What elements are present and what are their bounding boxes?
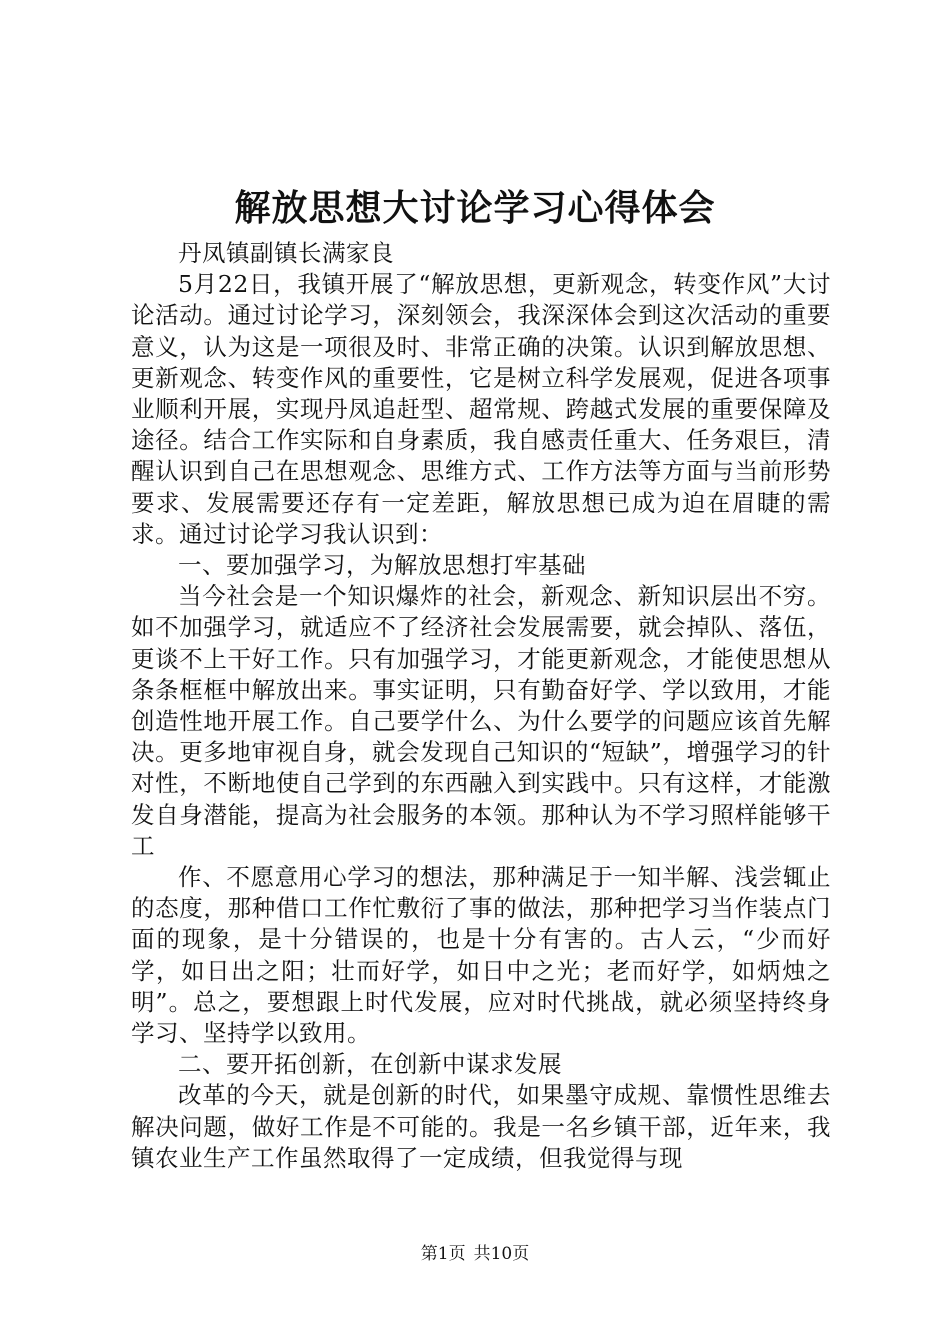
- page-footer: [0, 1243, 950, 1265]
- page-number: 第1页: [420, 1244, 466, 1264]
- section-heading: 二、要开拓创新，在创新中谋求发展: [178, 1050, 562, 1079]
- body-paragraph: 改革的今天，就是创新的时代，如果墨守成规、靠惯性思维去解决问题，做好工作是不可能的。我是一名乡镇干部，近年来，我镇农业生产工作虽然取得了一定成绩，但我觉得与现: [131, 1081, 831, 1172]
- page-total: 共10页: [473, 1244, 530, 1264]
- section-heading: 一、要加强学习，为解放思想打牢基础: [178, 551, 586, 580]
- body-paragraph: 作、不愿意用心学习的想法，那种满足于一知半解、浅尝辄止的态度，那种借口工作忙敷衍了事的做法，那种把学习当作装点门面的现象，是十分错误的，也是十分有害的。古人云，“少而好学，如日出之阳；壮而好学，如日中之光；老而好学，如炳烛之明”。总之，要想跟上时代发展，应对时代挑战，就必须坚持终身学习、坚持学以致用。: [131, 863, 831, 1048]
- document-title: 解放思想大讨论学习心得体会: [234, 187, 716, 229]
- body-paragraph: 5月22日，我镇开展了“解放思想，更新观念，转变作风”大讨论活动。通过讨论学习，深刻领会，我深深体会到这次活动的重要意义，认为这是一项很及时、非常正确的决策。认识到解放思想、更新观念、转变作风的重要性，它是树立科学发展观，促进各项事业顺利开展，实现丹凤追赶型、超常规、跨越式发展的重要保障及途径。结合工作实际和自身素质，我自感责任重大、任务艰巨，清醒认识到自己在思想观念、思维方式、工作方法等方面与当前形势要求、发展需要还存有一定差距，解放思想已成为迫在眉睫的需求。通过讨论学习我认识到：: [131, 270, 831, 548]
- document-body: [131, 238, 831, 1174]
- body-paragraph: 当今社会是一个知识爆炸的社会，新观念、新知识层出不穷。如不加强学习，就适应不了经济社会发展需要，就会掉队、落伍，更谈不上干好工作。只有加强学习，才能更新观念，才能使思想从条条框框中解放出来。事实证明，只有勤奋好学、学以致用，才能创造性地开展工作。自己要学什么、为什么要学的问题应该首先解决。更多地审视自身，就会发现自己知识的“短缺”，增强学习的针对性，不断地使自己学到的东西融入到实践中。只有这样，才能激发自身潜能，提高为社会服务的本领。那种认为不学习照样能够干工: [131, 582, 831, 860]
- author-line: 丹凤镇副镇长满家良: [178, 239, 394, 267]
